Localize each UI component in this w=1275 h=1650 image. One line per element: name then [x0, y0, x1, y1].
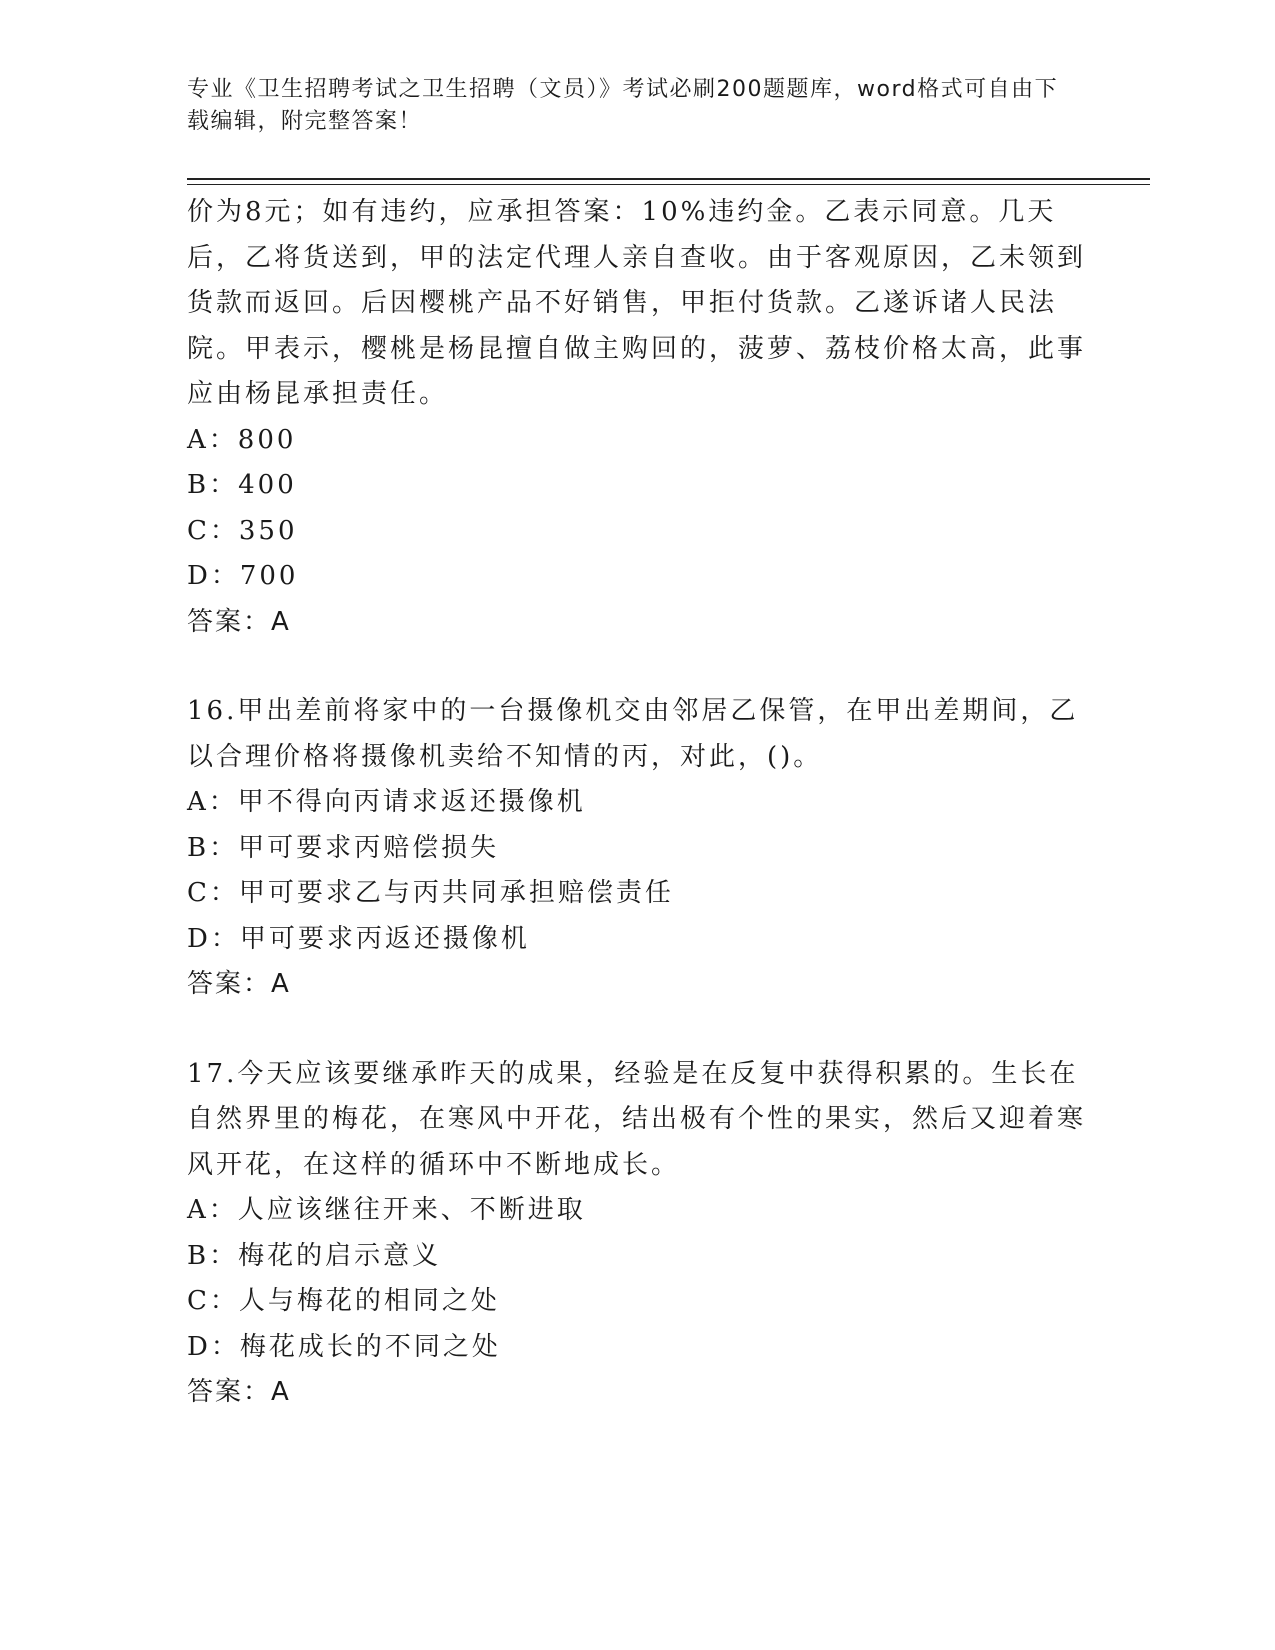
question-text: 价为8元；如有违约，应承担答案：10%违约金。乙表示同意。几天后，乙将货送到，甲的法定代理人亲自查收。由于客观原因，乙未领到货款而返回。后因樱桃产品不好销售，甲拒付货款。乙遂诉诸人民法院。甲表示，樱桃是杨昆擅自做主购回的，菠萝、荔枝价格太高，此事应由杨昆承担责任。: [187, 197, 1087, 409]
document-body: [187, 190, 1087, 1416]
option-d: D：梅花成长的不同之处: [187, 1331, 501, 1362]
question-fragment: [187, 190, 1087, 645]
question-16: [187, 689, 1087, 1008]
answer-line: 答案：A: [187, 969, 291, 999]
option-a: A：甲不得向丙请求返还摄像机: [187, 787, 586, 817]
option-b: B：甲可要求丙赔偿损失: [187, 832, 500, 863]
question-text: 16.甲出差前将家中的一台摄像机交由邻居乙保管，在甲出差期间，乙以合理价格将摄像机卖给不知情的丙，对此，()。: [187, 696, 1079, 772]
spacer: [187, 1008, 1087, 1052]
option-c: C：甲可要求乙与丙共同承担赔偿责任: [187, 878, 674, 908]
option-c: C：350: [187, 515, 298, 546]
header-rule-thick: [187, 178, 1150, 180]
option-d: D：甲可要求丙返还摄像机: [187, 923, 530, 954]
answer-line: 答案：A: [187, 606, 291, 637]
option-a: A：800: [187, 424, 297, 455]
question-17: [187, 1052, 1087, 1416]
document-header: 专业《卫生招聘考试之卫生招聘（文员）》考试必刷200题题库，word格式可自由下载编辑，附完整答案！: [187, 77, 1059, 134]
option-d: D：700: [187, 561, 299, 591]
spacer: [187, 645, 1087, 689]
header-rule-thin: [187, 184, 1150, 185]
option-b: B：梅花的启示意义: [187, 1240, 442, 1271]
option-c: C：人与梅花的相同之处: [187, 1286, 500, 1316]
answer-line: 答案：A: [187, 1377, 291, 1407]
option-b: B：400: [187, 470, 297, 500]
option-a: A：人应该继往开来、不断进取: [187, 1195, 586, 1225]
question-text: 17.今天应该要继承昨天的成果，经验是在反复中获得积累的。生长在自然界里的梅花，在寒风中开花，结出极有个性的果实，然后又迎着寒风开花，在这样的循环中不断地成长。: [187, 1058, 1087, 1180]
